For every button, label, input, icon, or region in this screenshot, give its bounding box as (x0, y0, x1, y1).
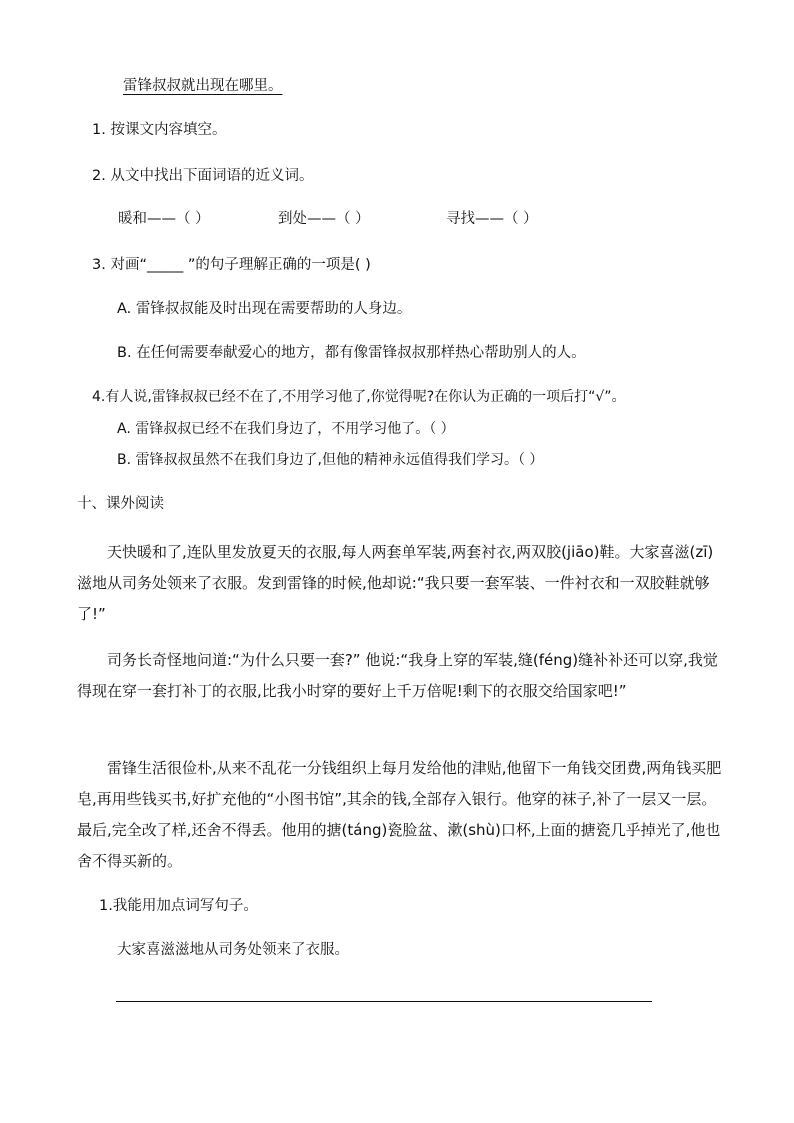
q4-option-a: A. 雷锋叔叔已经不在我们身边了，不用学习他了。（ ） (117, 421, 455, 437)
q2-item-search: 寻找——（ ） (446, 211, 538, 227)
q3-option-a: A. 雷锋叔叔能及时出现在需要帮助的人身边。 (117, 301, 412, 317)
passage-paragraph-2: 司务长奇怪地问道:“为什么只要一套?” 他说:“我身上穿的军装,缝(féng)缝补补还可以穿,我觉得现在穿一套打补丁的衣服,比我小时穿的要好上千万倍呢!剩下的衣服交给国家吧!” (77, 651, 718, 700)
reading-question-1-sentence: 大家喜滋滋地从司务处领来了衣服。 (117, 942, 349, 958)
top-sentence: 雷锋叔叔就出现在哪里。 (123, 78, 283, 94)
question-4: 4.有人说,雷锋叔叔已经不在了,不用学习他了,你觉得呢?在你认为正确的一项后打“√”。 (92, 389, 626, 405)
passage-paragraph-1: 天快暖和了,连队里发放夏天的衣服,每人两套单军装,两套衬衣,两双胶(jiāo)鞋。大家喜滋(zī)滋地从司务处领来了衣服。发到雷锋的时候,他却说:“我只要一套军装、一件衬衣和一双胶鞋就够了!” (77, 543, 714, 623)
q2-item-everywhere: 到处——（ ） (278, 211, 370, 227)
passage-paragraph-3: 雷锋生活很俭朴,从来不乱花一分钱组织上每月发给他的津贴,他留下一角钱交团费,两角钱买肥皂,再用些钱买书,好扩充他的“小图书馆”,其余的钱,全部存入银行。他穿的袜子,补了一层又一层。最后,完全改了样,还舍不得丢。他用的搪(táng)瓷脸盆、漱(shù)口杯,上面的搪瓷几乎掉光了,他也舍不得买新的。 (77, 759, 722, 870)
question-2: 2. 从文中找出下面词语的近义词。 (92, 168, 314, 184)
answer-line[interactable] (116, 1001, 652, 1002)
q3-option-b: B. 在任何需要奉献爱心的地方，都有像雷锋叔叔那样热心帮助别人的人。 (117, 345, 586, 361)
section-title: 十、课外阅读 (77, 496, 164, 512)
question-1: 1. 按课文内容填空。 (92, 122, 227, 138)
reading-question-1: 1.我能用加点词写句子。 (99, 898, 258, 914)
q2-item-warm: 暖和——（ ） (118, 211, 210, 227)
question-3: 3. 对画“_____ ”的句子理解正确的一项是( ) (92, 257, 371, 273)
q4-option-b: B. 雷锋叔叔虽然不在我们身边了,但他的精神永远值得我们学习。（ ） (117, 452, 544, 468)
